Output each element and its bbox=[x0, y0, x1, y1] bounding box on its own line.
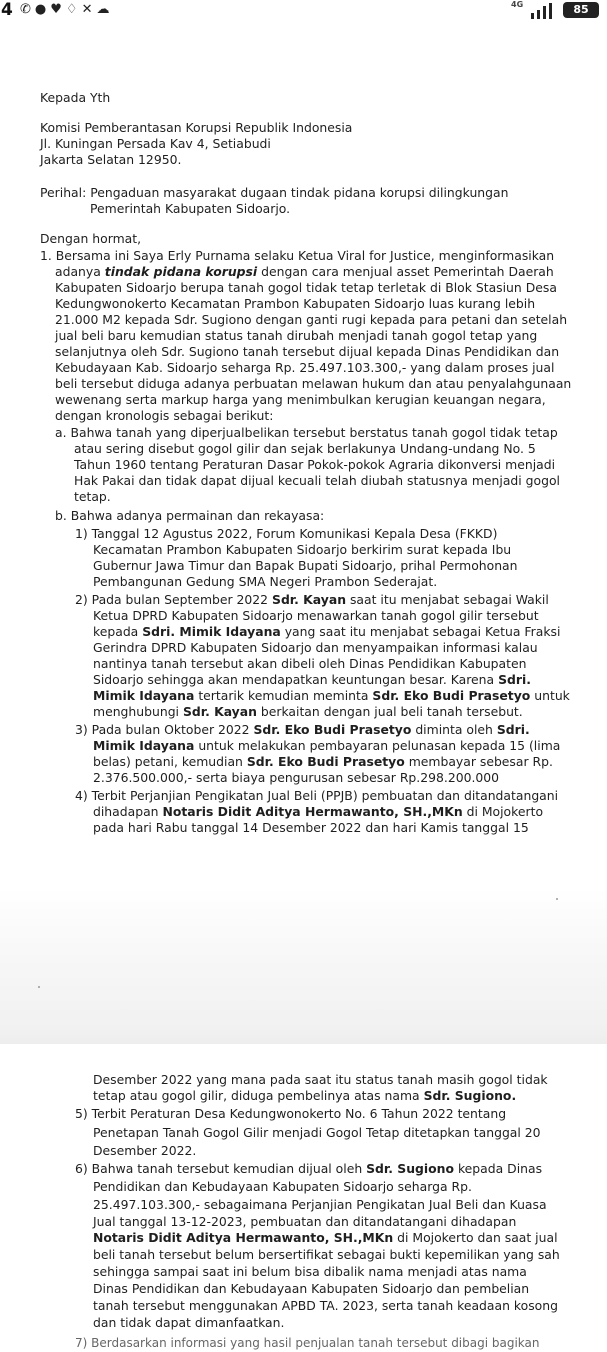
status-time: 4 bbox=[1, 0, 13, 20]
salutation: Kepada Yth bbox=[40, 90, 111, 105]
paragraph-line: adanya tindak pidana korupsi dengan cara menjual asset Pemerintah Daerah bbox=[55, 264, 554, 279]
point-b1-line: Pembangunan Gedung SMA Negeri Prambon Sederajat. bbox=[93, 574, 438, 589]
point-b6-line: Notaris Didit Aditya Hermawanto, SH.,MKn di Mojokerto dan saat jual bbox=[93, 1230, 558, 1245]
point-a-line: Hak Pakai dan tidak dapat dijual kecuali telah diubah statusnya menjadi gogol bbox=[74, 473, 560, 488]
paragraph-line: selanjutnya oleh Sdr. Sugiono tanah tersebut dijual kepada Dinas Pendidikan dan bbox=[55, 344, 560, 359]
emphasis-text: tindak pidana korupsi bbox=[104, 264, 258, 279]
point-b-intro: b. Bahwa adanya permainan dan rekayasa: bbox=[55, 508, 325, 523]
point-b3-line: 2.376.500.000,- serta biaya pengurusan sebesar Rp.298.200.000 bbox=[93, 770, 500, 785]
point-b6-line: beli tanah tersebut belum bersertifikat sebagai bukti kepemilikan yang sah bbox=[93, 1247, 560, 1262]
point-b6-line: Pendidikan dan Kebudayaan Kabupaten Sidoarjo seharga Rp. bbox=[93, 1179, 472, 1194]
point-b6-line: Jual tanggal 13-12-2023, pembuatan dan ditandatangani dihadapan bbox=[93, 1214, 517, 1229]
recipient-line: Jl. Kuningan Persada Kav 4, Setiabudi bbox=[40, 136, 271, 151]
notification-icons bbox=[20, 2, 113, 17]
point-a-line: tetap. bbox=[74, 489, 111, 504]
point-b3-line: 3) Pada bulan Oktober 2022 Sdr. Eko Budi Prasetyo diminta oleh Sdri. bbox=[75, 722, 530, 737]
point-b6-line: 6) Bahwa tanah tersebut kemudian dijual oleh Sdr. Sugiono kepada Dinas bbox=[75, 1161, 543, 1176]
point-b2-line: menghubungi Sdr. Kayan berkaitan dengan jual beli tanah tersebut. bbox=[93, 704, 523, 719]
paragraph-line: dengan kronologis sebagai berikut: bbox=[55, 408, 274, 423]
point-b6-line: sehingga sampai saat ini belum bisa dibalik nama menjadi atas nama bbox=[93, 1264, 527, 1279]
point-b2-line: nantinya tanah tersebut akan dibeli oleh Dinas Pendidikan Kabupaten bbox=[93, 656, 527, 671]
point-b2-line: Gerindra DPRD Kabupaten Sidoarjo dan menyampaikan informasi kalau bbox=[93, 640, 538, 655]
point-b6-line: Dinas Pendidikan dan Kebudayaan Kabupaten Sidoarjo dan pembelian bbox=[93, 1281, 530, 1296]
point-b1-line: Gubernur Jawa Timur dan Bapak Bupati Sidoarjo, prihal Permohonan bbox=[93, 558, 518, 573]
paragraph-line: 1. Bersama ini Saya Erly Purnama selaku Ketua Viral for Justice, menginformasikan bbox=[40, 248, 555, 263]
point-b2-line: Sidoarjo sehingga akan mendapatkan keuntungan besar. Karena Sdri. bbox=[93, 672, 531, 687]
point-b3-line: belas) petani, kemudian Sdr. Eko Budi Prasetyo membayar sebesar Rp. bbox=[93, 754, 553, 769]
status-bar bbox=[0, 0, 607, 22]
recipient-line: Komisi Pemberantasan Korupsi Republik Indonesia bbox=[40, 120, 353, 135]
point-b4-line: 4) Terbit Perjanjian Pengikatan Jual Beli (PPJB) pembuatan dan ditandatangani bbox=[75, 788, 559, 803]
point-b4-line: dihadapan Notaris Didit Aditya Hermawanto, SH.,MKn di Mojokerto bbox=[93, 804, 544, 819]
point-b6-line: dan tidak dapat dimanfaatkan. bbox=[93, 1315, 285, 1330]
scan-speck bbox=[556, 898, 558, 900]
point-a-line: atau sering disebut gogol gilir dan sejak berlakunya Undang-undang No. 5 bbox=[74, 441, 536, 456]
paragraph-line: Kedungwonokerto Kecamatan Prambon Kabupaten Sidoarjo luas kurang lebih bbox=[55, 296, 536, 311]
point-b2-line: kepada Sdri. Mimik Idayana yang saat itu menjabat sebagai Ketua Fraksi bbox=[93, 624, 561, 639]
continuation-line: tetap atau gogol gilir, diduga pembelinya atas nama Sdr. Sugiono. bbox=[93, 1088, 517, 1103]
greeting: Dengan hormat, bbox=[40, 231, 142, 246]
recipient-line: Jakarta Selatan 12950. bbox=[40, 152, 182, 167]
paragraph-line: jual beli baru kemudian status tanah dirubah menjadi tanah gogol tetap yang bbox=[55, 328, 538, 343]
paragraph-line: Kebudayaan Kab. Sidoarjo seharga Rp. 25.497.103.300,- yang dalam proses jual bbox=[55, 360, 555, 375]
point-a-line: a. Bahwa tanah yang diperjualbelikan tersebut berstatus tanah gogol tidak tetap bbox=[55, 425, 558, 440]
paragraph-line: Kabupaten Sidoarjo berupa tanah gogol tidak tetap terletak di Blok Stasiun Desa bbox=[55, 280, 557, 295]
paragraph-line: wewenang serta markup harga yang menimbulkan kerugian keuangan negara, bbox=[55, 392, 546, 407]
point-b3-line: Mimik Idayana untuk melakukan pembayaran pelunasan kepada 15 (lima bbox=[93, 738, 561, 753]
paragraph-line: 21.000 M2 kepada Sdr. Sugiono dengan ganti rugi kepada para petani dan setelah bbox=[55, 312, 568, 327]
battery-icon: 85 bbox=[563, 2, 599, 18]
cut-off-line: 7) Berdasarkan informasi yang hasil penjualan tanah tersebut dibagi bagikan bbox=[75, 1336, 540, 1350]
point-b2-line: Ketua DPRD Kabupaten Sidoarjo menawarkan tanah gogol gilir tersebut bbox=[93, 608, 539, 623]
whatsapp-icon: ✆ bbox=[20, 2, 35, 17]
point-b6-line: tanah tersebut menggunakan APBD TA. 2023, serta tanah keadaan kosong bbox=[93, 1298, 558, 1313]
page-gap bbox=[0, 1044, 607, 1066]
point-b5-line: 5) Terbit Peraturan Desa Kedungwonokerto No. 6 Tahun 2022 tentang bbox=[75, 1106, 507, 1121]
subject-line: Pemerintah Kabupaten Sidoarjo. bbox=[90, 201, 291, 216]
cloud-icon: ☁ bbox=[96, 2, 114, 17]
point-b1-line: 1) Tanggal 12 Agustus 2022, Forum Komunikasi Kepala Desa (FKKD) bbox=[75, 526, 498, 541]
point-b1-line: Kecamatan Prambon Kabupaten Sidoarjo berkirim surat kepada Ibu bbox=[93, 542, 512, 557]
point-b4-line: pada hari Rabu tanggal 14 Desember 2022 dan hari Kamis tanggal 15 bbox=[93, 820, 529, 835]
signal-icon bbox=[530, 3, 554, 19]
network-type: 4G bbox=[511, 0, 524, 9]
scan-speck bbox=[38, 986, 40, 988]
page-bottom-shadow bbox=[0, 888, 607, 1064]
continuation-line: Desember 2022 yang mana pada saat itu status tanah masih gogol tidak bbox=[93, 1072, 548, 1087]
point-b6-line: 25.497.103.300,- sebagaimana Perjanjian Pengikatan Jual Beli dan Kuasa bbox=[93, 1197, 547, 1212]
point-a-line: Tahun 1960 tentang Peraturan Dasar Pokok-pokok Agraria dikonversi menjadi bbox=[74, 457, 556, 472]
cart-icon: ♢ bbox=[65, 2, 82, 17]
subject-line: Perihal: Pengaduan masyarakat dugaan tindak pidana korupsi dilingkungan bbox=[40, 185, 509, 200]
point-b2-line: Mimik Idayana tertarik kemudian meminta Sdr. Eko Budi Prasetyo untuk bbox=[93, 688, 570, 703]
point-b5-line: Penetapan Tanah Gogol Gilir menjadi Gogol Tetap ditetapkan tanggal 20 bbox=[93, 1125, 541, 1140]
point-b2-line: 2) Pada bulan September 2022 Sdr. Kayan saat itu menjabat sebagai Wakil bbox=[75, 592, 549, 607]
tools-icon: ✕ bbox=[81, 2, 97, 17]
heart-icon: ♥ bbox=[50, 2, 66, 17]
paragraph-line: beli tersebut diduga adanya perbuatan melawan hukum dan atau penyalahgunaan bbox=[55, 376, 572, 391]
point-b5-line: Desember 2022. bbox=[93, 1143, 197, 1158]
chat-icon: ● bbox=[34, 2, 51, 17]
